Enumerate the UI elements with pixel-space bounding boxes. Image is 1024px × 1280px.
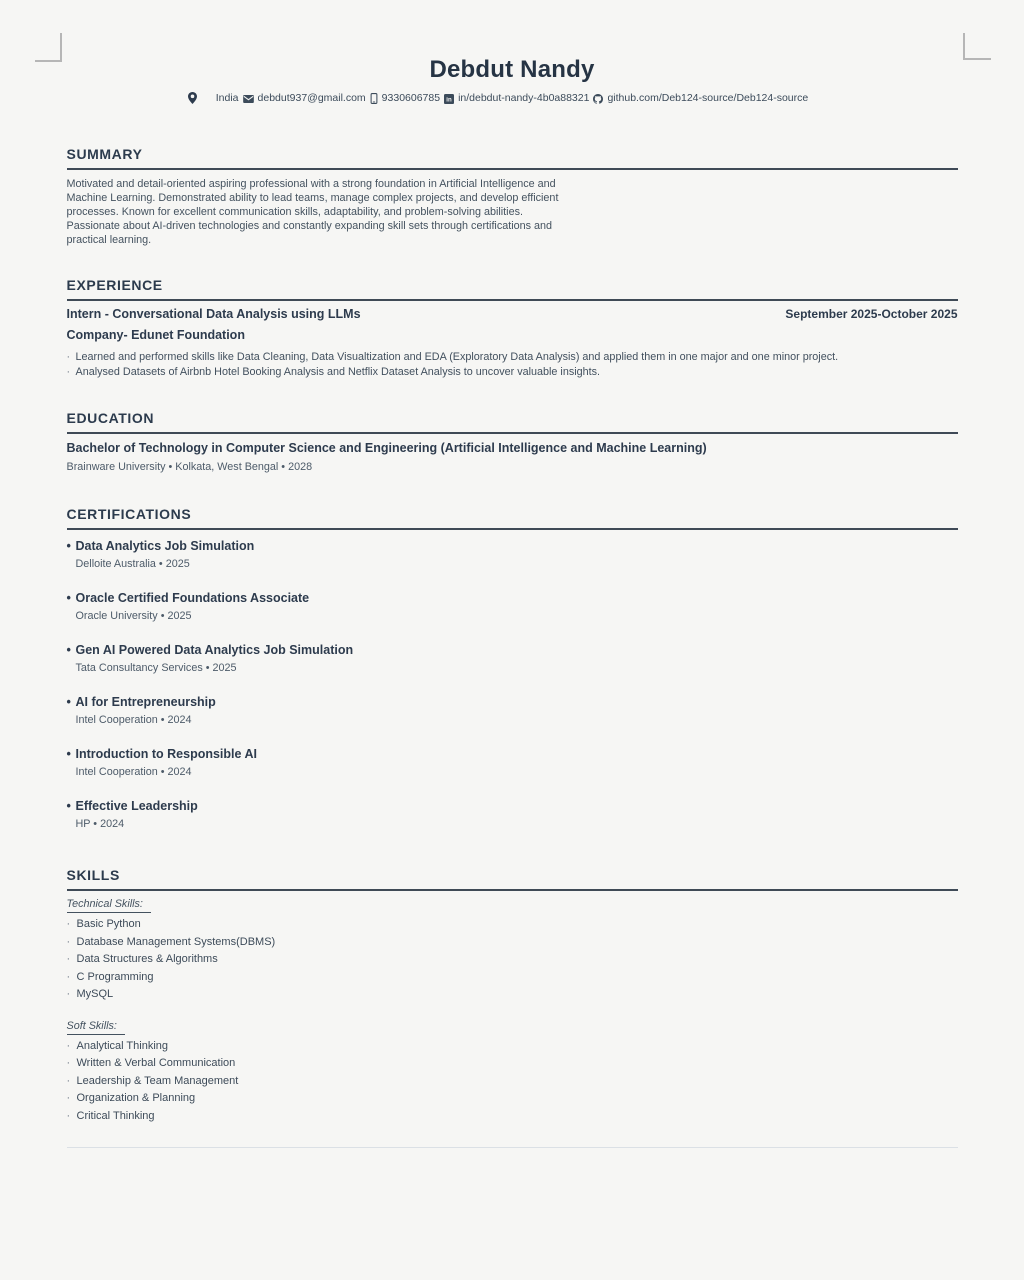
email-icon: [243, 95, 254, 103]
bullet-glyph: ·: [66, 935, 71, 948]
contact-location: India: [215, 92, 239, 104]
summary-line: practical learning.: [66, 234, 152, 246]
certification-item: [67, 590, 958, 623]
skill-item: [67, 1090, 958, 1108]
skill-text: Database Management Systems(DBMS): [76, 935, 276, 948]
bullet-glyph: ·: [66, 953, 71, 965]
certification-title-text: Effective Leadership: [75, 799, 198, 813]
certification-item: [67, 538, 958, 571]
certification-subtitle: Delloite Australia • 2025: [75, 558, 190, 570]
certification-subtitle: HP • 2024: [75, 818, 125, 830]
linkedin-icon: [444, 94, 454, 104]
summary-paragraph: [67, 177, 958, 247]
job-bullet-text: Analysed Datasets of Airbnb Hotel Booking Analysis and Netflix Dataset Analysis to uncover valuable insights.: [75, 366, 601, 378]
skill-text: C Programming: [76, 970, 154, 983]
section-certifications: [67, 506, 958, 831]
bullet-glyph: ·: [66, 366, 71, 378]
job-bullet-text: Learned and performed skills like Data Cleaning, Data Visualtization and EDA (Exploratory Data Analysis) and applied them in one major and one minor project.: [75, 351, 839, 363]
job-date-range: September 2025-October 2025: [785, 307, 958, 321]
certification-title: [67, 798, 958, 814]
certification-title: [67, 538, 958, 554]
job-bullet-list: [67, 350, 958, 380]
location-pin-icon: [188, 92, 197, 108]
degree-title: Bachelor of Technology in Computer Science and Engineering (Artificial Intelligence and Machine Learning): [66, 441, 707, 455]
certification-title: [67, 642, 958, 658]
certification-subtitle: Intel Cooperation • 2024: [75, 766, 192, 778]
job-bullet: [67, 365, 958, 380]
skills-heading: SKILLS: [67, 867, 958, 891]
bullet-glyph: ·: [66, 988, 71, 1000]
skill-item: [67, 1073, 958, 1091]
bullet-glyph: •: [66, 643, 71, 657]
skill-item: [67, 934, 958, 952]
certification-title-text: Data Analytics Job Simulation: [75, 539, 255, 553]
crop-mark-top-left: [35, 33, 62, 62]
bullet-glyph: ·: [66, 918, 71, 930]
resume-header: [0, 0, 1024, 106]
section-experience: [67, 277, 958, 380]
skill-text: Critical Thinking: [76, 1109, 155, 1122]
skill-text: Leadership & Team Management: [76, 1074, 239, 1087]
contact-email[interactable]: debdut937@gmail.com: [257, 92, 366, 104]
summary-line: Machine Learning. Demonstrated ability to lead teams, manage complex projects, and develop efficient: [66, 192, 559, 204]
skill-item: [67, 986, 958, 1004]
crop-mark-top-right: [963, 33, 991, 60]
summary-line: Motivated and detail-oriented aspiring professional with a strong foundation in Artificial Intelligence and: [66, 178, 556, 190]
summary-line: processes. Known for excellent communication skills, adaptability, and problem-solving abilities.: [66, 206, 523, 218]
skill-text: Basic Python: [76, 918, 141, 930]
section-skills: [67, 867, 958, 1125]
skill-text: Organization & Planning: [76, 1092, 196, 1104]
bullet-glyph: ·: [66, 1057, 71, 1069]
job-company: Company- Edunet Foundation: [66, 328, 245, 342]
contact-linkedin[interactable]: in/debdut-nandy-4b0a88321: [458, 92, 590, 104]
certifications-heading: CERTIFICATIONS: [67, 506, 958, 530]
technical-skills-list: [67, 916, 958, 1004]
skill-text: Data Structures & Algorithms: [76, 953, 218, 965]
summary-heading: SUMMARY: [67, 146, 958, 170]
bullet-glyph: •: [66, 747, 71, 761]
bullet-glyph: ·: [66, 1039, 71, 1052]
bullet-glyph: •: [66, 591, 71, 605]
bullet-glyph: •: [66, 539, 71, 553]
job-bullet: [67, 350, 958, 365]
bullet-glyph: •: [66, 695, 71, 709]
phone-icon: [370, 93, 378, 104]
bullet-glyph: •: [66, 799, 71, 813]
certification-subtitle: Intel Cooperation • 2024: [75, 714, 192, 726]
experience-heading: EXPERIENCE: [67, 277, 958, 301]
soft-skills-label: Soft Skills:: [67, 1020, 125, 1035]
certification-title: [67, 694, 958, 710]
certification-title: [67, 746, 958, 762]
skill-text: Analytical Thinking: [76, 1039, 169, 1052]
skill-text: Written & Verbal Communication: [76, 1057, 236, 1069]
skill-item: [67, 1055, 958, 1073]
school-line: Brainware University • Kolkata, West Bengal • 2028: [66, 461, 313, 473]
contact-line: [0, 92, 1024, 106]
certification-subtitle: Oracle University • 2025: [75, 610, 192, 622]
bullet-glyph: ·: [66, 1109, 71, 1122]
certification-title-text: AI for Entrepreneurship: [75, 695, 216, 709]
skill-item: [67, 916, 958, 934]
section-education: [67, 410, 958, 474]
certification-item: [67, 746, 958, 779]
contact-phone: 9330606785: [381, 92, 441, 104]
bullet-glyph: ·: [66, 1092, 71, 1104]
skill-text: MySQL: [76, 988, 114, 1000]
bullet-glyph: ·: [66, 1074, 71, 1087]
skill-item: [67, 951, 958, 969]
bottom-divider: [67, 1147, 958, 1148]
github-icon: [593, 94, 603, 104]
skill-item: [67, 1108, 958, 1126]
certification-subtitle: Tata Consultancy Services • 2025: [75, 662, 237, 674]
experience-title-row: [67, 307, 958, 322]
technical-skills-label: Technical Skills:: [67, 898, 151, 913]
job-title: Intern - Conversational Data Analysis using LLMs: [66, 307, 361, 321]
contact-github[interactable]: github.com/Deb124-source/Deb124-source: [607, 92, 809, 104]
skill-item: [67, 969, 958, 987]
certification-item: [67, 694, 958, 727]
certification-title: [67, 590, 958, 606]
certification-item: [67, 798, 958, 831]
svg-text:in: in: [446, 97, 452, 103]
skill-item: [67, 1038, 958, 1056]
section-summary: [67, 146, 958, 247]
bullet-glyph: ·: [66, 351, 71, 363]
resume-body: [67, 146, 958, 1148]
bullet-glyph: ·: [66, 970, 71, 983]
page-title: Debdut Nandy: [429, 56, 595, 83]
certification-title-text: Introduction to Responsible AI: [75, 747, 257, 761]
certification-item: [67, 642, 958, 675]
summary-line: Passionate about AI-driven technologies and constantly expanding skill sets through certifications and: [66, 220, 553, 232]
certification-title-text: Gen AI Powered Data Analytics Job Simulation: [75, 643, 354, 657]
education-heading: EDUCATION: [67, 410, 958, 434]
certification-title-text: Oracle Certified Foundations Associate: [75, 591, 310, 605]
soft-skills-list: [67, 1038, 958, 1126]
